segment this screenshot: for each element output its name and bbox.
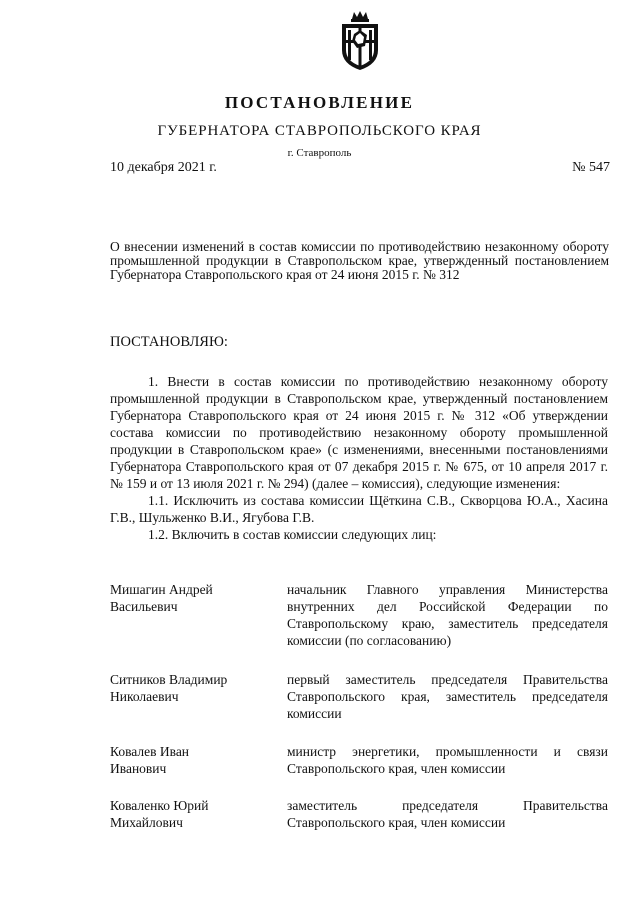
document-date: 10 декабря 2021 г. — [110, 160, 217, 175]
member-name-line: Ситников Владимир — [110, 672, 228, 687]
document-number: № 547 — [572, 160, 610, 175]
member-name — [110, 671, 280, 705]
member-name — [110, 797, 280, 831]
member-role: министр энергетики, промышленности и связи Ставропольского края, член комиссии — [287, 744, 608, 776]
paragraph: 1.2. Включить в состав комиссии следующих лиц: — [148, 527, 437, 542]
decree-word: ПОСТАНОВЛЯЮ: — [110, 334, 228, 350]
member-name-line: Ковалев Иван — [110, 744, 190, 759]
member-name-line: Иванович — [110, 761, 167, 776]
member-role: заместитель председателя Правительства Ставропольского края, член комиссии — [287, 798, 608, 830]
member-name-line: Васильевич — [110, 599, 178, 614]
member-name — [110, 581, 280, 615]
member-role: начальник Главного управления Министерства внутренних дел Российской Федерации по Ставропольскому краю, заместитель председателя комиссии (по согласованию) — [287, 582, 608, 648]
member-name-line: Михайлович — [110, 815, 183, 830]
paragraph: 1. Внести в состав комиссии по противодействию незаконному обороту промышленной продукции в Ставропольском крае, утвержденный постановлением Губернатора Ставропольского края от 24 июня 2015 г. № 312 «Об утверждении состава комиссии по противодействию незаконному обороту промышленной продукции в Ставропольском крае» (с изменениями, внесенными постановлениями Губернатора Ставропольского края от 07 декабря 2015 г. № 675, от 10 апреля 2017 г. № 159 и от 13 июля 2021 г. № 294) (далее – комиссия), следующие изменения: — [110, 374, 608, 491]
document-body — [110, 373, 608, 543]
member-name-line: Коваленко Юрий — [110, 798, 209, 813]
member-role: первый заместитель председателя Правительства Ставропольского края, заместитель председателя комиссии — [287, 672, 608, 721]
coat-of-arms-icon — [337, 10, 383, 72]
paragraph: 1.1. Исключить из состава комиссии Щёткина С.В., Скворцова Ю.А., Хасина Г.В., Шульженко В.И., Ягубова Г.В. — [110, 493, 608, 525]
member-name — [110, 743, 280, 777]
member-name-line: Николаевич — [110, 689, 179, 704]
member-name-line: Мишагин Андрей — [110, 582, 213, 597]
document-subject: О внесении изменений в состав комиссии по противодействию незаконному обороту промышленной продукции в Ставропольском крае, утвержденный постановлением Губернатора Ставропольского края от 24 июня 2015 г. № 312 — [110, 239, 609, 282]
city: г. Ставрополь — [287, 147, 352, 159]
document-title: ПОСТАНОВЛЕНИЕ — [224, 93, 415, 112]
issuing-authority: ГУБЕРНАТОРА СТАВРОПОЛЬСКОГО КРАЯ — [157, 123, 482, 139]
